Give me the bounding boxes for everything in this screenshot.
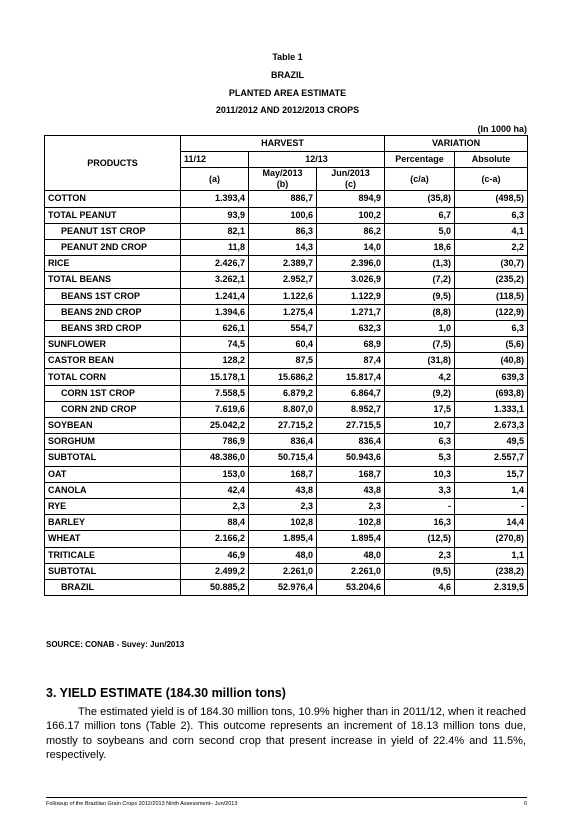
- header-col-1112: 11/12: [181, 152, 249, 168]
- variation-abs-cell: 6,3: [455, 320, 528, 336]
- value-1112-cell: 786,9: [181, 434, 249, 450]
- variation-abs-cell: (693,8): [455, 385, 528, 401]
- variation-pct-cell: 16,3: [385, 515, 455, 531]
- table-subtitle: 2011/2012 AND 2012/2013 CROPS: [215, 105, 360, 115]
- table-row: [45, 369, 528, 385]
- table-row: [45, 239, 528, 255]
- product-cell: RYE: [45, 498, 181, 514]
- value-may-cell: 886,7: [249, 191, 317, 207]
- product-cell: BEANS 2ND CROP: [45, 304, 181, 320]
- value-may-cell: 836,4: [249, 434, 317, 450]
- product-cell: BRAZIL: [45, 579, 181, 595]
- product-cell: TOTAL PEANUT: [45, 207, 181, 223]
- table-row: [45, 579, 528, 595]
- value-jun-cell: 2.261,0: [317, 563, 385, 579]
- value-may-cell: 168,7: [249, 466, 317, 482]
- value-may-cell: 43,8: [249, 482, 317, 498]
- value-1112-cell: 88,4: [181, 515, 249, 531]
- value-1112-cell: 48.386,0: [181, 450, 249, 466]
- value-jun-cell: 14,0: [317, 239, 385, 255]
- product-cell: SUBTOTAL: [45, 563, 181, 579]
- variation-abs-cell: (118,5): [455, 288, 528, 304]
- product-cell: BEANS 1ST CROP: [45, 288, 181, 304]
- table-title: PLANTED AREA ESTIMATE: [228, 88, 347, 98]
- header-col-jun: [317, 168, 385, 191]
- value-1112-cell: 7.558,5: [181, 385, 249, 401]
- product-cell: COTTON: [45, 191, 181, 207]
- product-cell: SORGHUM: [45, 434, 181, 450]
- product-cell: SUBTOTAL: [45, 450, 181, 466]
- value-may-cell: 48,0: [249, 547, 317, 563]
- value-may-cell: 87,5: [249, 353, 317, 369]
- variation-pct-cell: (9,5): [385, 563, 455, 579]
- value-jun-cell: 6.864,7: [317, 385, 385, 401]
- value-1112-cell: 2.426,7: [181, 256, 249, 272]
- variation-abs-cell: 2,2: [455, 239, 528, 255]
- table-row: [45, 207, 528, 223]
- table-row: [45, 385, 528, 401]
- variation-abs-cell: -: [455, 498, 528, 514]
- variation-abs-cell: 49,5: [455, 434, 528, 450]
- value-may-cell: 15.686,2: [249, 369, 317, 385]
- value-jun-cell: 168,7: [317, 466, 385, 482]
- table-row: [45, 466, 528, 482]
- value-1112-cell: 2,3: [181, 498, 249, 514]
- variation-pct-cell: 6,7: [385, 207, 455, 223]
- value-may-cell: 2.389,7: [249, 256, 317, 272]
- table-row: [45, 401, 528, 417]
- header-products: PRODUCTS: [45, 136, 181, 191]
- value-1112-cell: 626,1: [181, 320, 249, 336]
- product-cell: CORN 2ND CROP: [45, 401, 181, 417]
- variation-abs-cell: (238,2): [455, 563, 528, 579]
- table-row: [45, 353, 528, 369]
- variation-pct-cell: 3,3: [385, 482, 455, 498]
- table-row: [45, 418, 528, 434]
- table-row: [45, 515, 528, 531]
- value-jun-cell: 87,4: [317, 353, 385, 369]
- variation-pct-cell: (12,5): [385, 531, 455, 547]
- variation-abs-cell: 1.333,1: [455, 401, 528, 417]
- variation-abs-cell: (5,6): [455, 337, 528, 353]
- value-may-cell: 60,4: [249, 337, 317, 353]
- variation-abs-cell: 2.673,3: [455, 418, 528, 434]
- header-col-1213: 12/13: [249, 152, 385, 168]
- header-b-label: (b): [276, 179, 289, 190]
- variation-pct-cell: (9,5): [385, 288, 455, 304]
- value-jun-cell: 836,4: [317, 434, 385, 450]
- table-row: [45, 304, 528, 320]
- variation-pct-cell: 5,0: [385, 223, 455, 239]
- value-1112-cell: 11,8: [181, 239, 249, 255]
- value-may-cell: 27.715,2: [249, 418, 317, 434]
- value-jun-cell: 1.271,7: [317, 304, 385, 320]
- value-jun-cell: 48,0: [317, 547, 385, 563]
- variation-abs-cell: 14,4: [455, 515, 528, 531]
- value-1112-cell: 1.241,4: [181, 288, 249, 304]
- table-row: [45, 288, 528, 304]
- table-row: [45, 547, 528, 563]
- value-1112-cell: 1.394,6: [181, 304, 249, 320]
- value-jun-cell: 27.715,5: [317, 418, 385, 434]
- value-jun-cell: 1.895,4: [317, 531, 385, 547]
- product-cell: SOYBEAN: [45, 418, 181, 434]
- table-row: [45, 498, 528, 514]
- variation-abs-cell: 639,3: [455, 369, 528, 385]
- header-percentage: Percentage: [385, 152, 455, 168]
- value-1112-cell: 93,9: [181, 207, 249, 223]
- value-jun-cell: 50.943,6: [317, 450, 385, 466]
- header-c-label: (c): [345, 179, 356, 190]
- product-cell: SUNFLOWER: [45, 337, 181, 353]
- product-cell: CASTOR BEAN: [45, 353, 181, 369]
- value-1112-cell: 15.178,1: [181, 369, 249, 385]
- variation-abs-cell: (122,9): [455, 304, 528, 320]
- product-cell: OAT: [45, 466, 181, 482]
- variation-abs-cell: 1,4: [455, 482, 528, 498]
- product-cell: PEANUT 1ST CROP: [45, 223, 181, 239]
- header-absolute: Absolute: [455, 152, 528, 168]
- value-may-cell: 6.879,2: [249, 385, 317, 401]
- product-cell: WHEAT: [45, 531, 181, 547]
- variation-abs-cell: (30,7): [455, 256, 528, 272]
- table-row: [45, 223, 528, 239]
- header-harvest: HARVEST: [181, 136, 385, 152]
- value-1112-cell: 1.393,4: [181, 191, 249, 207]
- variation-pct-cell: 1,0: [385, 320, 455, 336]
- footer-divider: [46, 797, 527, 798]
- value-jun-cell: 86,2: [317, 223, 385, 239]
- product-cell: TOTAL BEANS: [45, 272, 181, 288]
- value-1112-cell: 3.262,1: [181, 272, 249, 288]
- footer-document-title: Followup of the Brazilian Grain Crops 2012/2013 Ninth Assessment– Jun/2013: [46, 801, 238, 807]
- variation-abs-cell: (498,5): [455, 191, 528, 207]
- footer-page-number: 6: [523, 801, 527, 807]
- variation-pct-cell: 18,6: [385, 239, 455, 255]
- value-jun-cell: 2.396,0: [317, 256, 385, 272]
- variation-abs-cell: (235,2): [455, 272, 528, 288]
- variation-pct-cell: (9,2): [385, 385, 455, 401]
- value-may-cell: 86,3: [249, 223, 317, 239]
- value-may-cell: 2.261,0: [249, 563, 317, 579]
- value-may-cell: 100,6: [249, 207, 317, 223]
- value-1112-cell: 42,4: [181, 482, 249, 498]
- variation-abs-cell: 6,3: [455, 207, 528, 223]
- value-jun-cell: 1.122,9: [317, 288, 385, 304]
- table-row: [45, 320, 528, 336]
- section-paragraph: The estimated yield is of 184.30 million tons, 10.9% higher than in 2011/12, when it reached 166.17 million tons (Table 2). This outcome represents an increment of 18.13 million tons due, mostly to soybeans and corn second crop that present increase in yield of 22.4% and 11.5%, respectively.: [46, 706, 526, 762]
- value-may-cell: 8.807,0: [249, 401, 317, 417]
- value-jun-cell: 894,9: [317, 191, 385, 207]
- product-cell: CANOLA: [45, 482, 181, 498]
- value-1112-cell: 2.166,2: [181, 531, 249, 547]
- variation-pct-cell: 2,3: [385, 547, 455, 563]
- table-row: [45, 531, 528, 547]
- variation-pct-cell: (7,5): [385, 337, 455, 353]
- table-source: SOURCE: CONAB - Suvey: Jun/2013: [46, 640, 185, 649]
- header-may-label: May/2013: [262, 168, 303, 179]
- value-jun-cell: 100,2: [317, 207, 385, 223]
- variation-abs-cell: 2.319,5: [455, 579, 528, 595]
- value-may-cell: 1.122,6: [249, 288, 317, 304]
- table-row: [45, 434, 528, 450]
- value-1112-cell: 7.619,6: [181, 401, 249, 417]
- product-cell: BARLEY: [45, 515, 181, 531]
- value-1112-cell: 153,0: [181, 466, 249, 482]
- value-1112-cell: 82,1: [181, 223, 249, 239]
- planted-area-table: [44, 135, 528, 596]
- variation-pct-cell: -: [385, 498, 455, 514]
- value-1112-cell: 128,2: [181, 353, 249, 369]
- variation-pct-cell: (7,2): [385, 272, 455, 288]
- value-jun-cell: 2,3: [317, 498, 385, 514]
- table-row: [45, 563, 528, 579]
- table-country: BRAZIL: [271, 70, 304, 80]
- variation-abs-cell: (40,8): [455, 353, 528, 369]
- variation-pct-cell: (35,8): [385, 191, 455, 207]
- value-may-cell: 1.895,4: [249, 531, 317, 547]
- variation-pct-cell: (8,8): [385, 304, 455, 320]
- variation-pct-cell: 6,3: [385, 434, 455, 450]
- value-may-cell: 1.275,4: [249, 304, 317, 320]
- variation-abs-cell: 2.557,7: [455, 450, 528, 466]
- variation-abs-cell: 15,7: [455, 466, 528, 482]
- header-ca-pct: (c/a): [385, 168, 455, 191]
- header-col-may: [249, 168, 317, 191]
- value-1112-cell: 25.042,2: [181, 418, 249, 434]
- table-row: [45, 191, 528, 207]
- table-row: [45, 482, 528, 498]
- value-1112-cell: 74,5: [181, 337, 249, 353]
- variation-abs-cell: 1,1: [455, 547, 528, 563]
- variation-pct-cell: 4,6: [385, 579, 455, 595]
- variation-pct-cell: (31,8): [385, 353, 455, 369]
- product-cell: CORN 1ST CROP: [45, 385, 181, 401]
- variation-pct-cell: (1,3): [385, 256, 455, 272]
- table-row: [45, 272, 528, 288]
- variation-abs-cell: 4,1: [455, 223, 528, 239]
- table-body: [45, 191, 528, 596]
- value-may-cell: 2.952,7: [249, 272, 317, 288]
- value-jun-cell: 102,8: [317, 515, 385, 531]
- table-number: Table 1: [272, 52, 303, 62]
- variation-pct-cell: 17,5: [385, 401, 455, 417]
- table-units: (In 1000 ha): [477, 124, 527, 134]
- table-row: [45, 450, 528, 466]
- value-may-cell: 52.976,4: [249, 579, 317, 595]
- header-variation: VARIATION: [385, 136, 528, 152]
- section-heading: 3. YIELD ESTIMATE (184.30 million tons): [46, 686, 286, 700]
- variation-abs-cell: (270,8): [455, 531, 528, 547]
- product-cell: TOTAL CORN: [45, 369, 181, 385]
- value-jun-cell: 53.204,6: [317, 579, 385, 595]
- table-row: [45, 337, 528, 353]
- product-cell: PEANUT 2ND CROP: [45, 239, 181, 255]
- value-may-cell: 50.715,4: [249, 450, 317, 466]
- variation-pct-cell: 5,3: [385, 450, 455, 466]
- table-row: [45, 256, 528, 272]
- product-cell: TRITICALE: [45, 547, 181, 563]
- value-jun-cell: 632,3: [317, 320, 385, 336]
- value-1112-cell: 2.499,2: [181, 563, 249, 579]
- value-jun-cell: 3.026,9: [317, 272, 385, 288]
- header-col-a: (a): [181, 168, 249, 191]
- value-may-cell: 102,8: [249, 515, 317, 531]
- product-cell: BEANS 3RD CROP: [45, 320, 181, 336]
- variation-pct-cell: 10,7: [385, 418, 455, 434]
- value-jun-cell: 8.952,7: [317, 401, 385, 417]
- header-jun-label: Jun/2013: [331, 168, 370, 179]
- value-jun-cell: 15.817,4: [317, 369, 385, 385]
- variation-pct-cell: 4,2: [385, 369, 455, 385]
- value-1112-cell: 46,9: [181, 547, 249, 563]
- variation-pct-cell: 10,3: [385, 466, 455, 482]
- value-jun-cell: 68,9: [317, 337, 385, 353]
- value-may-cell: 2,3: [249, 498, 317, 514]
- product-cell: RICE: [45, 256, 181, 272]
- header-ca-abs: (c-a): [455, 168, 528, 191]
- value-may-cell: 14,3: [249, 239, 317, 255]
- value-1112-cell: 50.885,2: [181, 579, 249, 595]
- value-may-cell: 554,7: [249, 320, 317, 336]
- value-jun-cell: 43,8: [317, 482, 385, 498]
